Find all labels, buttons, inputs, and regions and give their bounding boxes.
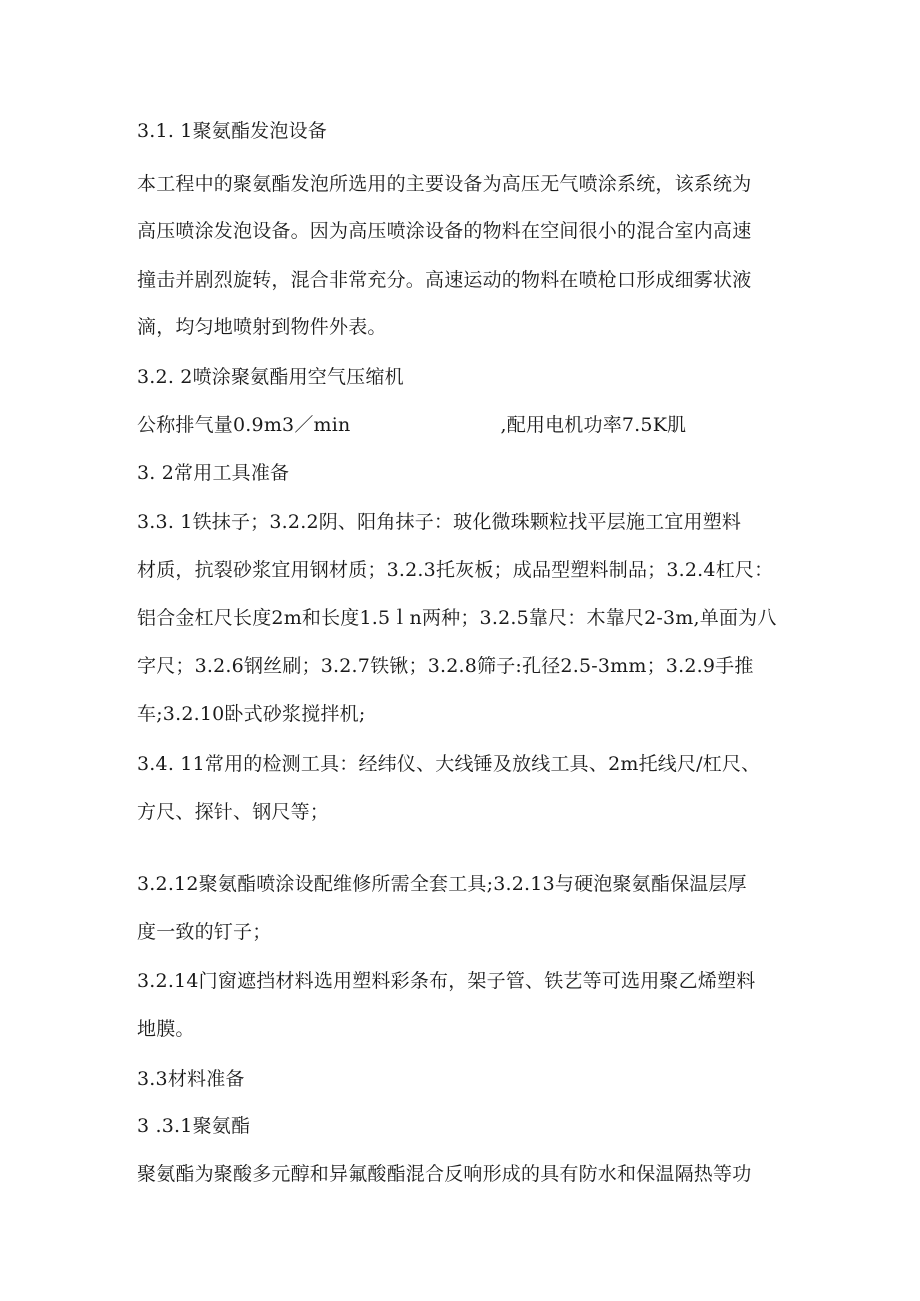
paragraph-line: 高压喷涂发泡设备。因为高压喷涂设备的物料在空间很小的混合室内高速 [137, 220, 752, 242]
paragraph-line: 聚氨酯为聚酸多元醇和异氟酸酯混合反响形成的具有防水和保温隔热等功 [137, 1163, 752, 1185]
spec-motor-power: ,配用电机功率7.5K肌 [500, 414, 687, 436]
paragraph-line: 3.4. 11常用的检测工具：经纬仪、大线锤及放线工具、2m托线尺/杠尺、 [137, 753, 761, 775]
paragraph-line: 本工程中的聚氨酯发泡所选用的主要设备为高压无气喷涂系统，该系统为 [137, 173, 752, 195]
paragraph-line: 铝合金杠尺长度2m和长度1.5ｌn两种；3.2.5靠尺：木靠尺2-3m,单面为八 [137, 607, 777, 629]
paragraph-line: 滴，均匀地喷射到物件外表。 [137, 316, 387, 338]
section-heading-3-2-2: 3.2. 2喷涂聚氨酯用空气压缩机 [137, 366, 404, 388]
paragraph-line: 方尺、探针、钢尺等； [137, 801, 330, 823]
paragraph-line: 地膜。 [137, 1018, 195, 1040]
spec-line [137, 413, 686, 437]
paragraph-line: 3.2.12聚氨酯喷涂设配维修所需全套工具;3.2.13与硬泡聚氨酯保温层厚 [137, 873, 747, 895]
section-heading-3-2: 3. 2常用工具准备 [137, 462, 290, 484]
section-heading-3-3-1: 3 .3.1聚氨酯 [137, 1115, 251, 1137]
paragraph-line: 3.3. 1铁抹子；3.2.2阴、阳角抹子：玻化微珠颗粒找平层施工宜用塑料 [137, 511, 742, 533]
paragraph-line: 撞击并剧烈旋转，混合非常充分。高速运动的物料在喷枪口形成细雾状液 [137, 269, 752, 291]
paragraph-line: 车;3.2.10卧式砂浆搅拌机; [137, 703, 366, 725]
section-heading-3-1-1: 3.1. 1聚氨酯发泡设备 [137, 120, 327, 142]
paragraph-line: 度一致的钉子； [137, 921, 272, 943]
paragraph-line: 材质，抗裂砂浆宜用钢材质；3.2.3托灰板；成品型塑料制品；3.2.4杠尺： [137, 559, 774, 581]
section-heading-3-3: 3.3材料准备 [137, 1068, 245, 1090]
paragraph-line: 3.2.14门窗遮挡材料选用塑料彩条布，架子管、铁艺等可选用聚乙烯塑料 [137, 970, 756, 992]
spec-air-volume: 公称排气量0.9m3／min [137, 414, 351, 436]
paragraph-line: 字尺；3.2.6钢丝刷；3.2.7铁锹；3.2.8筛子:孔径2.5-3mm；3.2.9手推 [137, 655, 754, 677]
